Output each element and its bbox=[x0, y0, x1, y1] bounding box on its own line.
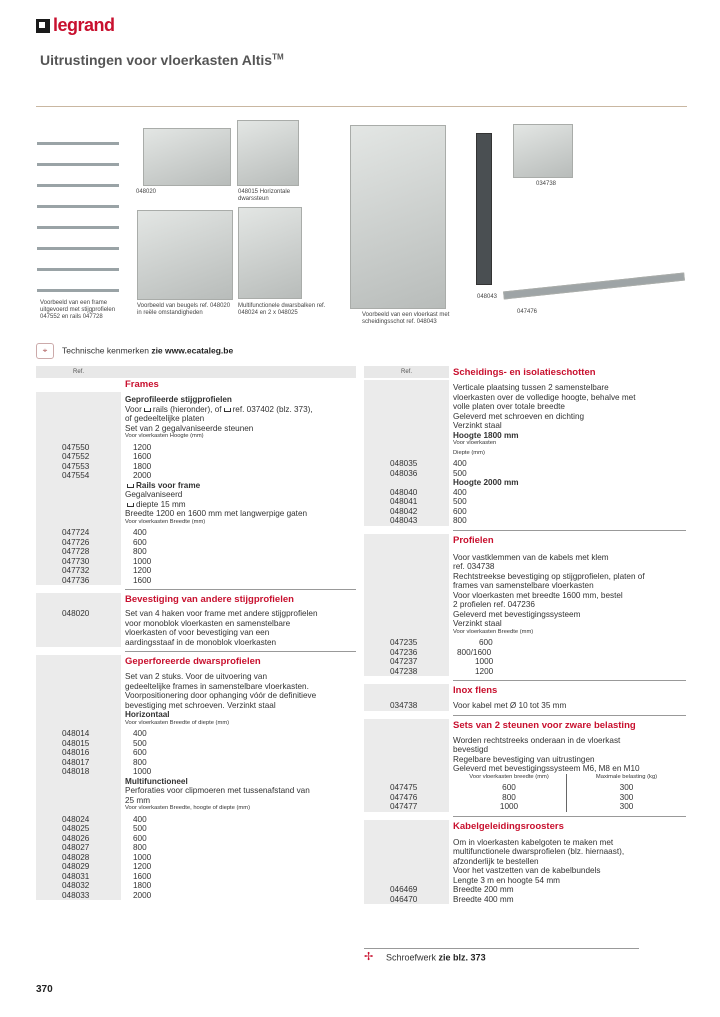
table-row: 048026 600 bbox=[62, 833, 147, 843]
table-row: 046469 Breedte 200 mm bbox=[390, 885, 514, 894]
rail-icon bbox=[144, 408, 151, 412]
caption-enclosure: Voorbeeld van een vloerkast met scheidingsschot ref. 048043 bbox=[362, 312, 450, 325]
crossbar-photo bbox=[237, 120, 299, 186]
table-row: 048040 400 bbox=[390, 487, 467, 497]
table-row: 048031 1600 bbox=[62, 871, 152, 881]
table-row: 048015 500 bbox=[62, 738, 147, 748]
section-title: Inox flens bbox=[453, 685, 498, 696]
table-row: 047550 1200 bbox=[62, 442, 152, 452]
page-number: 370 bbox=[36, 984, 53, 995]
ref-header: Ref. bbox=[36, 366, 356, 378]
table-row: 048025 500 bbox=[62, 824, 147, 833]
rail-icon bbox=[224, 408, 231, 412]
table-row: 048029 1200 bbox=[62, 862, 152, 871]
table-row: 048024 400 bbox=[62, 814, 147, 824]
table-row: 047238 1200 bbox=[390, 666, 494, 676]
section-sets: Sets van 2 steunen voor zware belasting Worden rechtstreeks onderaan in de vloerkast bevestigd Regelbare bevestiging van uitrustingen Geleverd met bevestigingssysteem M6, M8 en M10 Voor vloerkasten breedte (mm) Maximale belasting (kg) 047475 600 300 047476 800 300 047477 1000 300 bbox=[364, 719, 686, 812]
table-row: 048014 400 bbox=[62, 729, 147, 738]
table-row: 047728 800 bbox=[62, 547, 147, 556]
table-row: 048036 500 bbox=[390, 468, 467, 478]
caption-048020: 048020 bbox=[136, 189, 157, 195]
section-dwarsprofielen: Geperforeerde dwarsprofielen Set van 2 stuks. Voor de uitvoering van gedeeltelijke frames in samenstelbare vloerkasten. Voorpositionering door ophanging vóór de definitieve bevestiging met schroeven. Verzinkt staal Horizontaal Voor vloerkasten Breedte of diepte (mm) 048014 400 048015 500 048016 600 048017 800 048018 1000 Multifunctioneel Perforaties voor clipmoeren met tussenafstand van 25 mm Voor vloerkasten Breedte, hoogte of diepte (mm) 048024 400 048025 500 048026 600 048027 800 048028 1000 048029 1200 048031 1600 048032 1800 048033 2000 bbox=[36, 655, 356, 900]
hooks-photo bbox=[143, 128, 231, 186]
technical-link[interactable]: ⌖ Technische kenmerken zie www.ecataleg.be bbox=[36, 343, 233, 359]
table-row: 048027 800 bbox=[62, 843, 147, 852]
section-kabelgeleiding: Kabelgeleidingsroosters Om in vloerkasten kabelgoten te maken met multifunctionele dwarsprofielen (blz. hiernaast), afzonderlijk te bestellen Voor het vastzetten van de kabelbundels Lengte 3 m en hoogte 54 mm 046469 Breedte 200 mm 046470 Breedte 400 mm bbox=[364, 820, 686, 905]
table-row: 047726 600 bbox=[62, 537, 147, 547]
caption-048043: 048043 bbox=[477, 294, 498, 300]
table-row: 048020 Set van 4 haken voor frame met andere stijgprofielen bbox=[62, 609, 318, 618]
table-row: 034738 Voor kabel met Ø 10 tot 35 mm bbox=[390, 701, 567, 710]
section-frames: Frames Geprofileerde stijgprofielen Voor rails (hieronder), of ref. 037402 (blz. 373), of gedeeltelijke platen Set van 2 gegalvaniseerde steunen Voor vloerkasten Hoogte (mm) 047550 1200 047552 1600 047553 1800 047554 2000 Rails voor frame Gegalvaniseerd diepte 15 mm Breedte 1200 en 1600 mm met langwerpige gaten Voor vloerkasten Breedte (mm) 047724 400 047726 600 047728 800 047730 1000 047732 1200 047736 1600 bbox=[36, 378, 356, 585]
support-photo bbox=[503, 273, 685, 300]
section-title: Frames bbox=[125, 379, 159, 390]
table-row: 048032 1800 bbox=[62, 881, 152, 890]
section-bevestiging: Bevestiging van andere stijgprofielen 048020 Set van 4 haken voor frame met andere stijgprofielen voor monoblok vloerkasten en samenstelbare vloerkasten of voor bevestiging van een aardingsstaaf in de monoblok vloerkasten bbox=[36, 593, 356, 647]
section-title: Geperforeerde dwarsprofielen bbox=[125, 656, 261, 667]
table-row: 047732 1200 bbox=[62, 566, 152, 575]
row-text: Geprofileerde stijgprofielen bbox=[125, 395, 232, 404]
caption-frame: Voorbeeld van een frame uitgevoerd met stijgprofielen 047552 en rails 047728 bbox=[40, 300, 116, 320]
legrand-square-icon bbox=[36, 19, 50, 33]
table-row: 048043 800 bbox=[390, 516, 467, 525]
ref-header: Ref. bbox=[364, 366, 449, 378]
caption-047476: 047476 bbox=[517, 309, 538, 315]
table-row: 047477 1000 300 bbox=[364, 802, 686, 812]
multifunction-photo bbox=[238, 207, 302, 299]
table-row: 048042 600 bbox=[390, 506, 467, 516]
section-schotten: Scheidings- en isolatieschotten Verticale plaatsing tussen 2 samenstelbare vloerkasten over de volledige hoogte, behalve met volle platen over totale breedte Geleverd met schroeven en dichting Verzinkt staal Hoogte 1800 mm Voor vloerkasten Diepte (mm) 048035 400 048036 500 Hoogte 2000 mm 048040 400 048041 500 048042 600 048043 800 bbox=[364, 366, 686, 526]
section-title: Profielen bbox=[453, 534, 494, 546]
table-row: 048035 400 bbox=[390, 459, 467, 468]
rail-icon bbox=[127, 503, 134, 507]
right-column bbox=[364, 366, 686, 904]
table-row: 048018 1000 bbox=[62, 767, 152, 776]
caption-multifunction: Multifunctionele dwarsbalken ref. 048024 en 2 x 048025 bbox=[238, 303, 326, 316]
frame-photo bbox=[37, 124, 119, 296]
table-row: 048028 1000 bbox=[62, 852, 152, 862]
page-title: Uitrustingen voor vloerkasten Altis™ bbox=[40, 52, 284, 68]
section-title: Bevestiging van andere stijgprofielen bbox=[125, 594, 294, 605]
rail-icon bbox=[127, 484, 134, 488]
screw-reference-link[interactable]: ✢ Schroefwerk zie blz. 373 bbox=[364, 950, 486, 966]
table-row: 046470 Breedte 400 mm bbox=[390, 894, 514, 904]
table-row: 047554 2000 bbox=[62, 471, 152, 480]
table-row: 047730 1000 bbox=[62, 556, 152, 566]
table-row: 047476 800 300 bbox=[364, 793, 686, 803]
section-title: Kabelgeleidingsroosters bbox=[453, 820, 564, 832]
table-row: 048016 600 bbox=[62, 748, 147, 757]
caption-048015: 048015 Horizontale dwarssteun bbox=[238, 189, 291, 202]
table-row: 047553 1800 bbox=[62, 461, 152, 471]
left-column bbox=[36, 366, 356, 900]
table-row: 047552 1600 bbox=[62, 452, 152, 461]
screw-icon: ✢ bbox=[364, 951, 374, 963]
flange-photo bbox=[513, 124, 573, 178]
table-row: 047236 800/1600 bbox=[390, 647, 492, 657]
section-profielen: Profielen Voor vastklemmen van de kabels met klem ref. 034738 Rechtstreekse bevestiging op stijgprofielen, platen of frames van samenstelbare vloerkasten Voor vloerkasten met breedte 1600 mm, bestel 2 profielen ref. 047236 Geleverd met bevestigingssysteem Verzinkt staal Voor vloerkasten Breedte (mm) 047235 600 047236 800/1600 047237 1000 047238 1200 bbox=[364, 534, 686, 677]
hooks-in-use-photo bbox=[137, 210, 233, 300]
table-row: 048017 800 bbox=[62, 757, 147, 767]
section-title: Sets van 2 steunen voor zware belasting bbox=[453, 719, 636, 731]
legrand-logo: legrand bbox=[36, 15, 115, 36]
partition-photo bbox=[476, 133, 492, 285]
title-divider bbox=[36, 106, 687, 107]
section-inox bbox=[364, 684, 686, 711]
footer-divider bbox=[364, 948, 639, 949]
table-row: 047237 1000 bbox=[390, 657, 494, 666]
section-title: Scheidings- en isolatieschotten bbox=[453, 367, 596, 378]
enclosure-photo bbox=[350, 125, 446, 309]
document-icon: ⌖ bbox=[36, 343, 54, 359]
table-row: 047235 600 bbox=[390, 638, 493, 647]
table-row: 047475 600 300 bbox=[364, 783, 686, 793]
table-row: 047736 1600 bbox=[62, 575, 152, 585]
table-row: 047724 400 bbox=[62, 528, 147, 537]
caption-hooks-in-use: Voorbeeld van beugels ref. 048020 in reële omstandigheden bbox=[137, 303, 231, 316]
caption-034738: 034738 bbox=[536, 181, 557, 187]
table-row: 048033 2000 bbox=[62, 890, 152, 900]
table-row: 048041 500 bbox=[390, 497, 467, 506]
